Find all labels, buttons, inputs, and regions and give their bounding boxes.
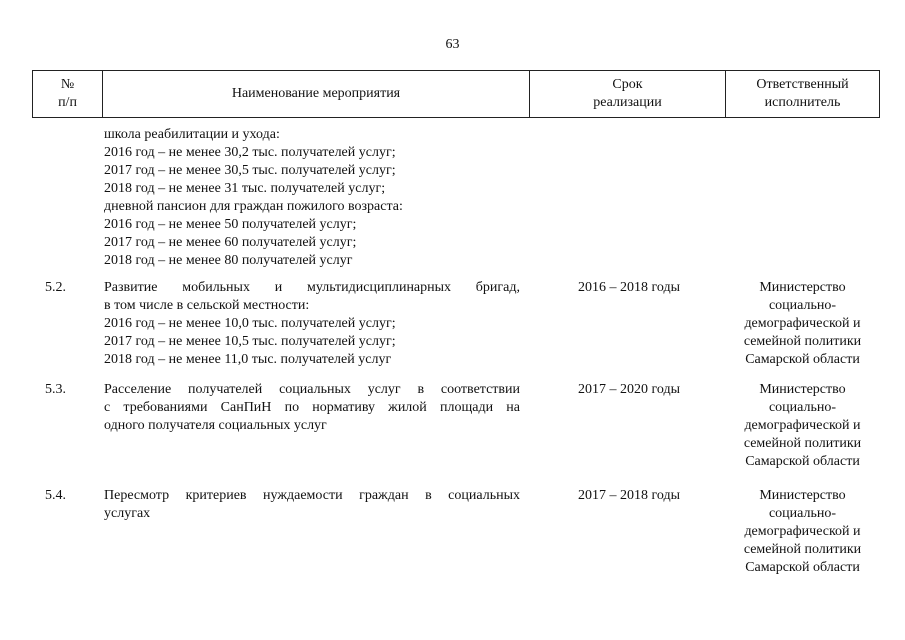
header-name-text: Наименование мероприятия xyxy=(231,86,401,101)
row-name-line: услугах xyxy=(104,506,151,521)
row-term: 2016 – 2018 годы xyxy=(577,280,681,295)
header-row xyxy=(33,71,880,118)
continuation-text xyxy=(104,126,403,270)
row-name-line: Пересмотр критериев нуждаемости граждан в социальных xyxy=(104,488,520,503)
header-responsible xyxy=(726,71,880,118)
header-name xyxy=(103,71,530,118)
header-term-line2: реализации xyxy=(593,95,662,110)
row-name-line: в том числе в сельской местности: xyxy=(104,298,310,313)
row-name xyxy=(104,381,520,435)
row-responsible-line: семейной политики xyxy=(743,436,862,451)
row-responsible xyxy=(726,487,879,577)
continuation-line: дневной пансион для граждан пожилого возраста: xyxy=(104,199,403,214)
continuation-line: 2016 год – не менее 30,2 тыс. получателей услуг; xyxy=(104,145,396,160)
page-number: 63 xyxy=(445,37,460,52)
row-number: 5.3. xyxy=(45,382,66,397)
continuation-line: 2017 год – не менее 30,5 тыс. получателей услуг; xyxy=(104,163,396,178)
row-responsible-line: социально- xyxy=(768,400,837,415)
row-name-line: 2018 год – не менее 11,0 тыс. получателей услуг xyxy=(104,352,392,367)
row-name-line: одного получателя социальных услуг xyxy=(104,418,327,433)
row-number: 5.4. xyxy=(45,488,66,503)
continuation-line: 2016 год – не менее 50 получателей услуг; xyxy=(104,217,357,232)
row-name-line: Развитие мобильных и мультидисциплинарных бригад, xyxy=(104,280,520,295)
row-responsible-line: демографической и xyxy=(744,316,861,331)
row-name xyxy=(104,279,520,369)
row-responsible-line: Самарской области xyxy=(745,454,860,469)
row-term: 2017 – 2020 годы xyxy=(577,382,681,397)
row-responsible-line: социально- xyxy=(768,298,837,313)
row-name-line: 2016 год – не менее 10,0 тыс. получателей услуг; xyxy=(104,316,396,331)
row-responsible-line: Самарской области xyxy=(745,560,860,575)
header-number-line2: п/п xyxy=(58,95,77,110)
row-responsible-line: демографической и xyxy=(744,524,861,539)
continuation-line: 2018 год – не менее 31 тыс. получателей услуг; xyxy=(104,181,386,196)
row-name-line: 2017 год – не менее 10,5 тыс. получателей услуг; xyxy=(104,334,396,349)
header-responsible-line1: Ответственный xyxy=(756,77,849,92)
continuation-line: школа реабилитации и ухода: xyxy=(104,127,280,142)
row-name xyxy=(104,487,520,523)
row-term: 2017 – 2018 годы xyxy=(577,488,681,503)
row-responsible-line: социально- xyxy=(768,506,837,521)
row-responsible-line: Министерство xyxy=(759,382,846,397)
row-name-line: с требованиями СанПиН по нормативу жилой площади на xyxy=(104,400,520,415)
row-number: 5.2. xyxy=(45,280,66,295)
row-responsible xyxy=(726,381,879,471)
header-term xyxy=(530,71,726,118)
row-responsible-line: Самарской области xyxy=(745,352,860,367)
continuation-line: 2018 год – не менее 80 получателей услуг xyxy=(104,253,353,268)
row-responsible-line: демографической и xyxy=(744,418,861,433)
header-responsible-line2: исполнитель xyxy=(764,95,841,110)
continuation-line: 2017 год – не менее 60 получателей услуг; xyxy=(104,235,357,250)
row-responsible-line: Министерство xyxy=(759,280,846,295)
row-responsible-line: Министерство xyxy=(759,488,846,503)
row-responsible-line: семейной политики xyxy=(743,542,862,557)
row-name-line: Расселение получателей социальных услуг в соответствии xyxy=(104,382,520,397)
header-number xyxy=(33,71,103,118)
row-responsible xyxy=(726,279,879,369)
row-responsible-line: семейной политики xyxy=(743,334,862,349)
table-header xyxy=(32,70,880,118)
header-number-line1: № xyxy=(60,77,75,92)
header-term-line1: Срок xyxy=(612,77,643,92)
